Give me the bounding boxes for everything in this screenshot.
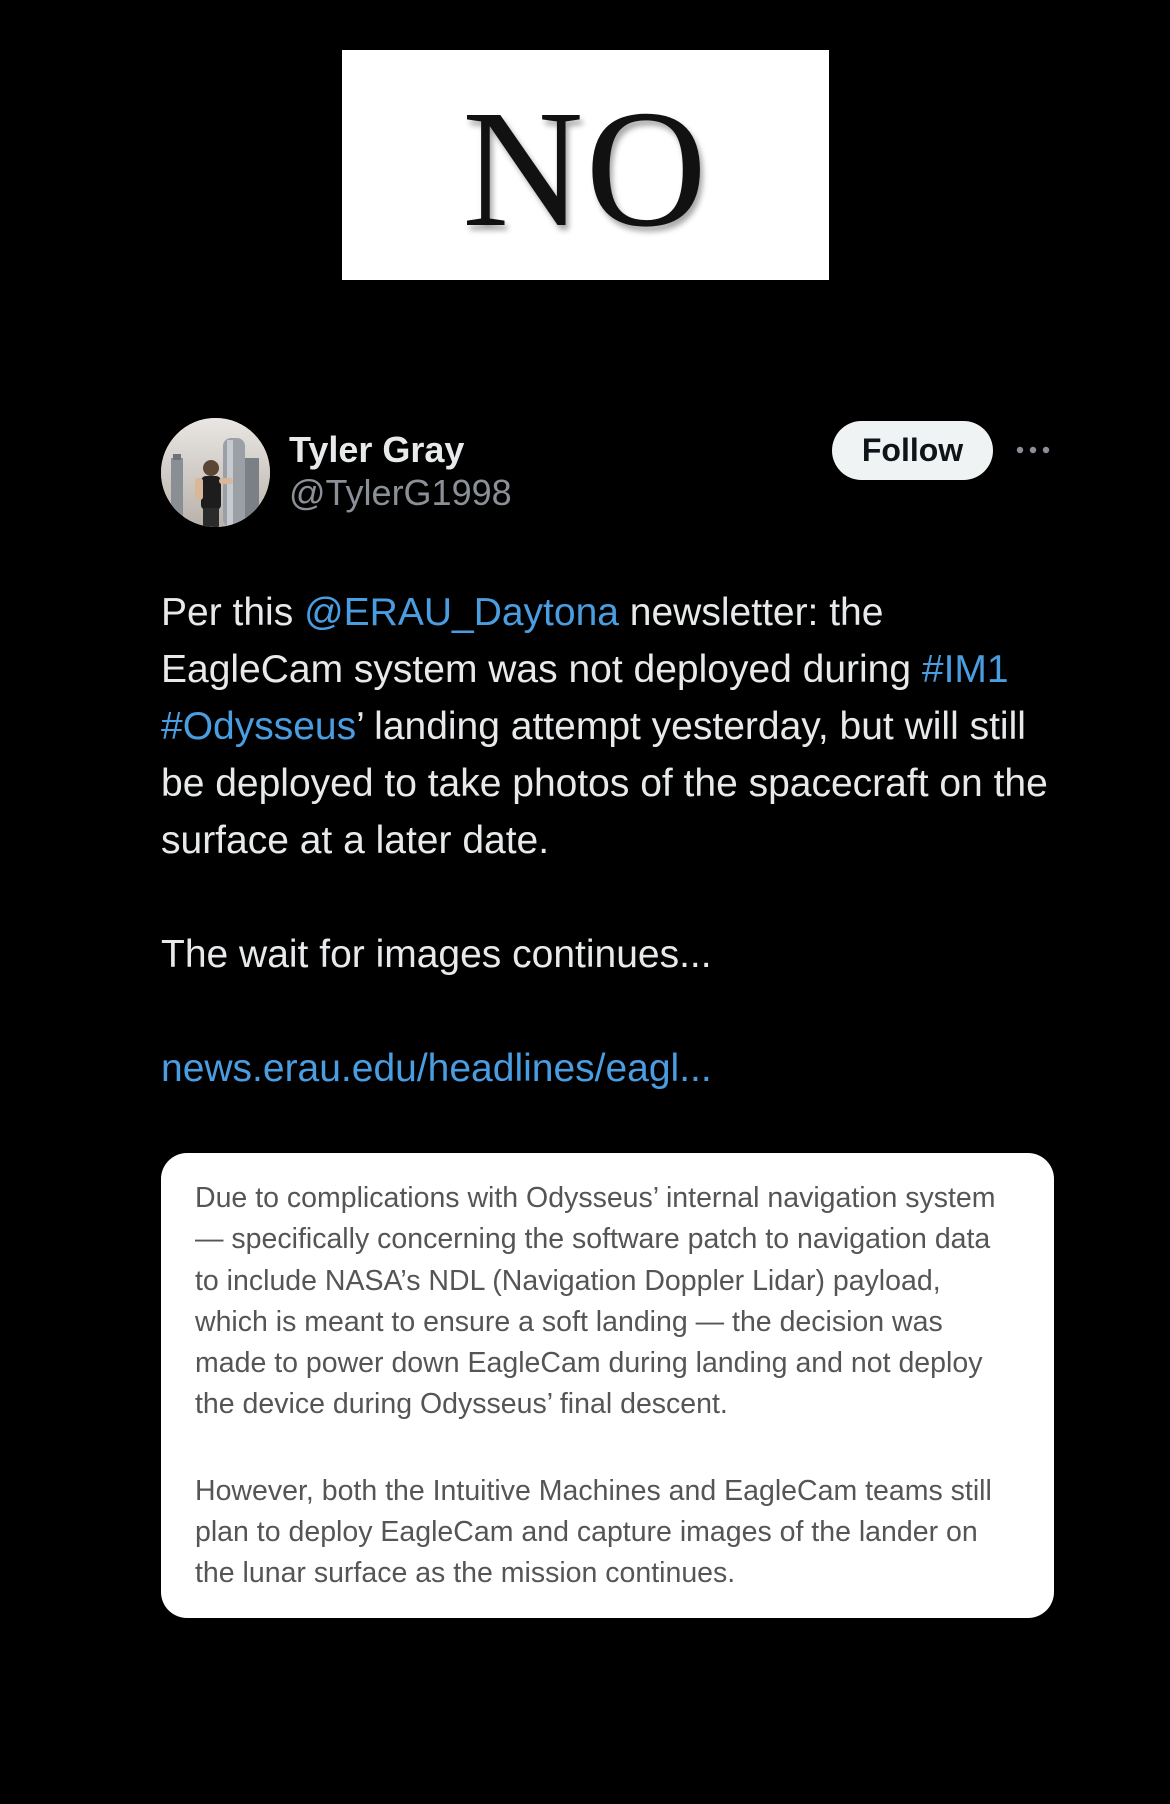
attached-image-card[interactable] <box>161 1153 1054 1618</box>
tweet-text <box>161 584 1056 1097</box>
tweet <box>161 418 1056 1097</box>
hashtag-im1[interactable]: #IM1 <box>921 648 1009 691</box>
text-span: ’ landing attempt yesterday, but will still be deployed to take photos of the spacecraft on the surface at a later date. <box>161 705 1048 862</box>
follow-button[interactable]: Follow <box>832 421 993 480</box>
mention-link[interactable]: @ERAU_Daytona <box>304 591 619 634</box>
more-horizontal-icon[interactable] <box>1014 440 1054 460</box>
author-block[interactable] <box>289 428 512 514</box>
hashtag-odysseus[interactable]: #Odysseus <box>161 705 357 748</box>
meme-text: NO <box>462 76 709 262</box>
text-span: newsletter: the EagleCam system was not deployed during <box>161 591 922 691</box>
external-link[interactable]: news.erau.edu/headlines/eagl... <box>161 1047 712 1090</box>
user-handle[interactable]: @TylerG1998 <box>289 472 512 513</box>
text-span: Per this <box>161 591 305 634</box>
display-name[interactable]: Tyler Gray <box>289 429 465 470</box>
tweet-link-paragraph <box>161 1040 1056 1097</box>
attachment-paragraph-2: However, both the Intuitive Machines and EagleCam teams still plan to deploy EagleCam and capture images of the lander on the lunar surface as the mission continues. <box>195 1474 992 1590</box>
tweet-paragraph-2: The wait for images continues... <box>161 933 712 976</box>
tweet-header <box>161 418 1056 528</box>
avatar[interactable] <box>161 418 270 527</box>
attachment-paragraph-1: Due to complications with Odysseus’ internal navigation system — specifically concerning the software patch to navigation data to include NASA’s NDL (Navigation Doppler Lidar) payload, which is meant to ensure a soft landing — the decision was made to power down EagleCam during landing and not deploy the device during Odysseus’ final descent. <box>195 1182 996 1421</box>
tweet-paragraph <box>161 584 1056 869</box>
meme-image <box>342 50 829 280</box>
